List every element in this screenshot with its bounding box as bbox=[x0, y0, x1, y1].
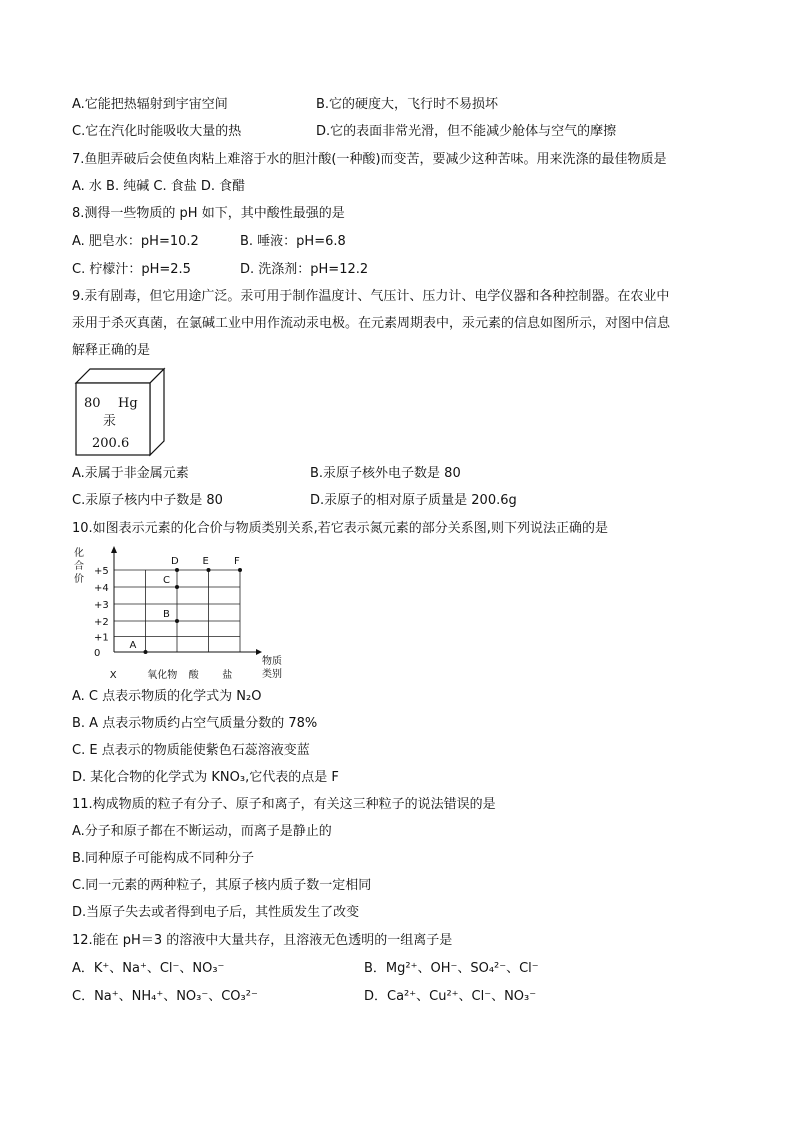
chart-point-f bbox=[238, 568, 242, 572]
y-tick-label: +5 bbox=[94, 566, 109, 577]
element-name: 汞 bbox=[103, 414, 117, 429]
element-symbol: Hg bbox=[118, 396, 138, 411]
chart-point-b bbox=[175, 619, 179, 623]
y-tick-label: +1 bbox=[94, 632, 109, 644]
q6-option-a: A.它能把热辐射到宇宙空间 bbox=[72, 97, 228, 112]
chart-point-label-b: B bbox=[163, 609, 170, 620]
chart-y-ticks bbox=[94, 566, 109, 659]
x-axis-arrow bbox=[256, 649, 262, 655]
q6-option-c: C.它在汽化时能吸收大量的热 bbox=[72, 124, 242, 139]
element-atomic-mass: 200.6 bbox=[92, 436, 130, 451]
chart-point-label-c: C bbox=[163, 575, 170, 586]
q11-option-b: B.同种原子可能构成不同种分子 bbox=[72, 851, 255, 866]
cube-side-face bbox=[150, 369, 164, 455]
q9-stem-line1: 9.汞有剧毒，但它用途广泛。汞可用于制作温度计、气压计、压力计、电学仪器和各种控制器。在农业中 bbox=[72, 289, 670, 304]
q12-option-c: C．Na⁺、NH₄⁺、NO₃⁻、CO₃²⁻ bbox=[72, 989, 258, 1004]
q9-option-c: C.汞原子核内中子数是 80 bbox=[72, 493, 223, 508]
q11-option-d: D.当原子失去或者得到电子后，其性质发生了改变 bbox=[72, 905, 360, 920]
y-axis-label-char-1: 化 bbox=[74, 548, 84, 559]
q9-stem-line3: 解释正确的是 bbox=[72, 343, 151, 358]
x-tick-label: 盐 bbox=[222, 670, 233, 681]
y-tick-label: +4 bbox=[94, 583, 109, 594]
q6-option-d: D.它的表面非常光滑，但不能减少舱体与空气的摩擦 bbox=[316, 124, 617, 139]
q8-option-d: D. 洗涤剂：pH=12.2 bbox=[240, 262, 369, 277]
cube-top-face bbox=[76, 369, 164, 383]
q12-option-b: B．Mg²⁺、OH⁻、SO₄²⁻、Cl⁻ bbox=[364, 961, 539, 976]
q10-option-d: D. 某化合物的化学式为 KNO₃,它代表的点是 F bbox=[72, 770, 339, 785]
q8-stem: 8.测得一些物质的 pH 如下，其中酸性最强的是 bbox=[72, 206, 345, 221]
chart-points bbox=[130, 556, 243, 654]
q10-option-b: B. A 点表示物质约占空气质量分数的 78% bbox=[72, 716, 318, 731]
chart-point-label-a: A bbox=[129, 640, 137, 651]
q11-option-a: A.分子和原子都在不断运动，而离子是静止的 bbox=[72, 824, 332, 839]
y-tick-label: +3 bbox=[94, 600, 109, 611]
chart-point-label-f: F bbox=[234, 556, 240, 567]
chart-point-label-d: D bbox=[171, 556, 179, 567]
x-axis-label-line-1: 物质 bbox=[262, 656, 282, 667]
q10-stem: 10.如图表示元素的化合价与物质类别关系,若它表示氮元素的部分关系图,则下列说法正确的是 bbox=[72, 521, 608, 536]
q11-stem: 11.构成物质的粒子有分子、原子和离子，有关这三种粒子的说法错误的是 bbox=[72, 797, 496, 812]
chart-point-label-e: E bbox=[202, 556, 209, 567]
q7-stem: 7.鱼胆弄破后会使鱼肉粘上难溶于水的胆汁酸(一种酸)而变苦，要减少这种苦味。用来洗涤的最佳物质是 bbox=[72, 152, 667, 167]
q10-option-c: C. E 点表示的物质能使紫色石蕊溶液变蓝 bbox=[72, 743, 310, 758]
valence-chart bbox=[70, 544, 290, 684]
x-tick-label: X bbox=[109, 670, 117, 681]
q9-stem-line2: 汞用于杀灭真菌，在氯碱工业中用作流动汞电极。在元素周期表中，汞元素的信息如图所示，对图中信息 bbox=[72, 316, 671, 331]
chart-point-a bbox=[144, 650, 148, 654]
x-tick-label: 氧化物 bbox=[147, 670, 178, 681]
q8-option-b: B. 唾液：pH=6.8 bbox=[240, 234, 346, 249]
q8-option-c: C. 柠檬汁：pH=2.5 bbox=[72, 262, 191, 277]
element-atomic-number: 80 bbox=[84, 396, 101, 411]
chart-point-e bbox=[207, 568, 211, 572]
q10-option-a: A. C 点表示物质的化学式为 N₂O bbox=[72, 689, 262, 704]
y-tick-label: +2 bbox=[94, 617, 109, 628]
x-axis-label-line-2: 类别 bbox=[262, 669, 282, 680]
x-tick-label: 酸 bbox=[188, 670, 199, 681]
chart-point-d bbox=[175, 568, 179, 572]
y-axis-label-char-3: 价 bbox=[74, 574, 84, 585]
y-axis-label-char-2: 合 bbox=[74, 561, 84, 572]
chart-point-c bbox=[175, 585, 179, 589]
q9-option-b: B.汞原子核外电子数是 80 bbox=[310, 466, 461, 481]
y-tick-label: 0 bbox=[94, 648, 101, 659]
q9-option-a: A.汞属于非金属元素 bbox=[72, 466, 189, 481]
q12-stem: 12.能在 pH＝3 的溶液中大量共存，且溶液无色透明的一组离子是 bbox=[72, 933, 453, 948]
q12-option-a: A．K⁺、Na⁺、Cl⁻、NO₃⁻ bbox=[72, 961, 225, 976]
y-axis-arrow bbox=[111, 546, 117, 553]
q9-option-d: D.汞原子的相对原子质量是 200.6g bbox=[310, 493, 517, 508]
element-cube-figure bbox=[74, 367, 166, 457]
chart-x-ticks bbox=[110, 668, 233, 681]
q7-options: A. 水 B. 纯碱 C. 食盐 D. 食醋 bbox=[72, 179, 246, 194]
q8-option-a: A. 肥皂水：pH=10.2 bbox=[72, 234, 199, 249]
q6-option-b: B.它的硬度大，飞行时不易损坏 bbox=[316, 97, 499, 112]
q11-option-c: C.同一元素的两种粒子，其原子核内质子数一定相同 bbox=[72, 878, 372, 893]
q12-option-d: D．Ca²⁺、Cu²⁺、Cl⁻、NO₃⁻ bbox=[364, 989, 537, 1004]
